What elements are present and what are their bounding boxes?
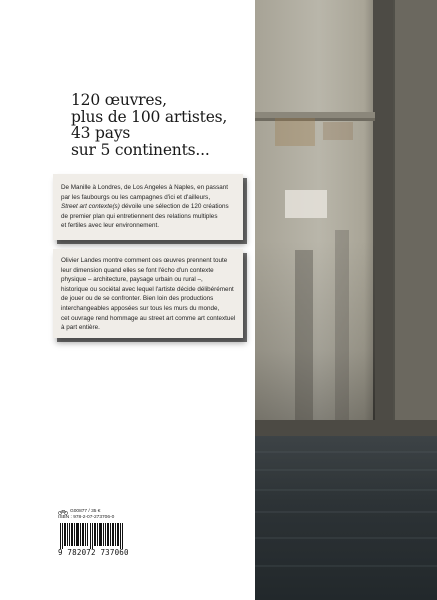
paragraph-2-line: Olivier Landes montre comment ces œuvres prennent toute: [61, 257, 228, 264]
description-card-1: [53, 174, 243, 240]
description-paragraph-2: [61, 256, 237, 333]
paragraph-2-line: interchangeables apposées sur tous les murs du monde,: [61, 304, 220, 312]
paragraph-1-line: De Manille à Londres, de Los Angeles à Naples, en passant: [61, 184, 228, 191]
barcode-digits: 9 782072 737060: [58, 548, 129, 557]
headline-line-1: 120 œuvres,: [71, 91, 167, 109]
paragraph-2-line: physique – architecture, paysage urbain ou rural –,: [61, 276, 203, 284]
paragraph-2-line: historique ou sociétal avec lequel l'artiste décide délibérément: [61, 285, 234, 293]
barcode-bars: [60, 523, 124, 549]
book-title-em: Street art contexte(s): [61, 203, 120, 211]
barcode: [60, 523, 128, 549]
paragraph-1-line-rest: dévoile une sélection de 120 créations: [119, 203, 229, 211]
isbn-row: [58, 515, 128, 521]
isbn-text: ISBN : 978-2-07-273706-0: [58, 515, 115, 520]
product-code-price: G00877 / 35 €: [70, 509, 101, 514]
headline-line-4: sur 5 continents...: [71, 140, 210, 159]
paragraph-2-line: leur dimension quand elles se font l'écho d'un contexte: [61, 266, 214, 274]
paragraph-1-line: et fertiles avec leur environnement.: [61, 222, 160, 230]
headline: [71, 92, 241, 158]
headline-line-2: plus de 100 artistes,: [71, 107, 228, 126]
description-card-2: [53, 249, 243, 338]
paragraph-2-line: de jouer ou de se confronter. Bien loin des productions: [61, 295, 214, 303]
paragraph-2-line: cet ouvrage rend hommage au street art comme art contextuel: [61, 314, 236, 322]
paragraph-1-line: [61, 202, 237, 212]
paragraph-1-line: de premier plan qui entretiennent des relations multiples: [61, 212, 218, 220]
paragraph-2-line: à part entière.: [61, 324, 100, 332]
paragraph-1-line: par les faubourgs ou les campagnes d'ici et d'ailleurs,: [61, 193, 211, 201]
barcode-block: [58, 509, 128, 557]
description-paragraph-1: [61, 183, 237, 231]
cover-photo: [255, 0, 437, 600]
headline-line-3: 43 pays: [71, 124, 131, 142]
